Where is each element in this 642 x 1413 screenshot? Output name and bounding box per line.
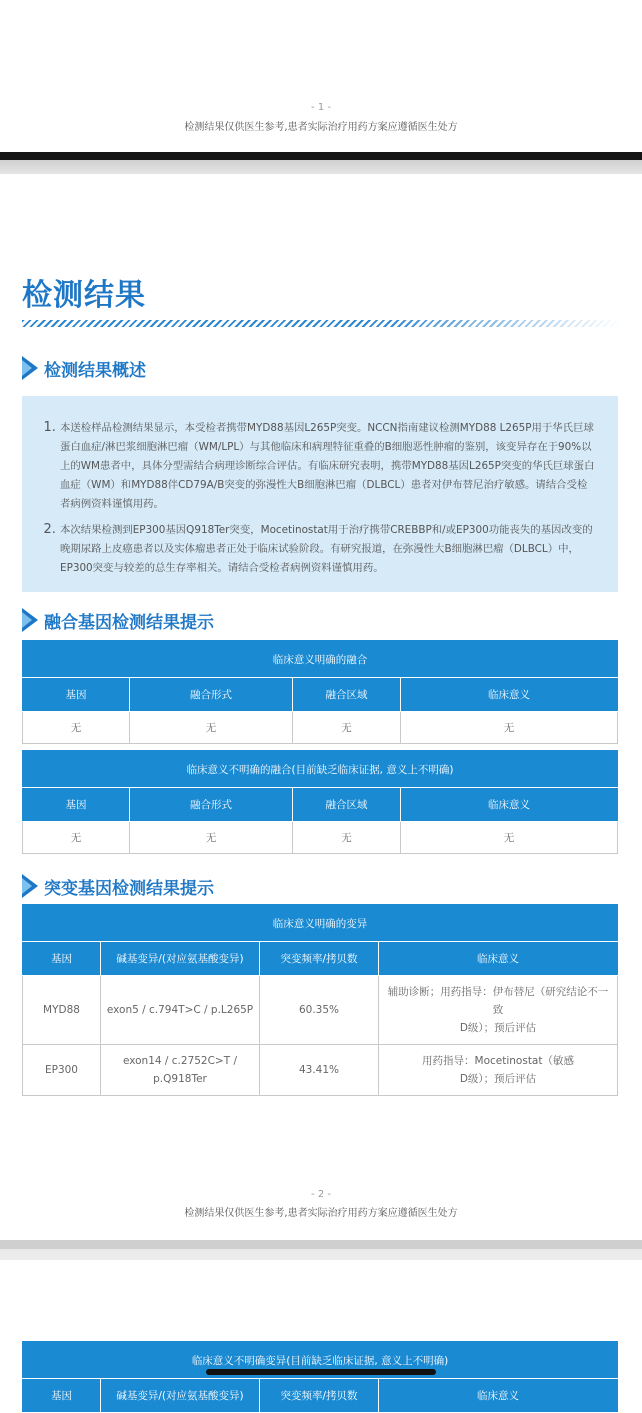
page-number: - 2 - — [311, 1189, 331, 1200]
column-header: 临床意义 — [401, 678, 618, 712]
table-row — [23, 976, 618, 1045]
fusion-table-unclear — [22, 750, 618, 854]
table-caption: 临床意义明确的融合 — [23, 641, 618, 678]
column-header: 基因 — [23, 788, 130, 822]
column-header: 临床意义 — [379, 942, 618, 976]
significance-line: D级）；预后评估 — [459, 1022, 537, 1034]
column-header: 临床意义 — [401, 788, 618, 822]
table-cell: 无 — [293, 712, 401, 744]
section-header-fusion — [22, 607, 214, 633]
summary-item: 2. 本次结果检测到EP300基因Q918Ter突变，Mocetinostat用于治疗携带CREBBP和/或EP300功能丧失的基因改变的晚期尿路上皮癌患者以及实体瘤患者正处于临床试验阶段。有研究报道，在弥漫性大B细胞淋巴瘤（DLBCL）中，EP300突变与较差的总生存率相关。请结合受检者病例资料谨慎用药。 — [60, 520, 596, 578]
significance-line: 用药指导：Mocetinostat（敏感 — [422, 1055, 574, 1067]
table-cell: 无 — [130, 712, 293, 744]
frequency-cell: 43.41% — [260, 1045, 379, 1096]
home-indicator[interactable] — [206, 1369, 436, 1375]
significance-line: 辅助诊断；用药指导：伊布替尼（研究结论不一致 — [387, 986, 609, 1016]
column-header: 突变频率/拷贝数 — [260, 1379, 379, 1413]
table-caption: 临床意义明确的变异 — [23, 905, 618, 942]
table-cell: 无 — [401, 712, 618, 744]
page-title: 检测结果 — [22, 278, 146, 313]
section-header-summary — [22, 355, 146, 381]
column-header: 突变频率/拷贝数 — [260, 942, 379, 976]
fusion-table-clear — [22, 640, 618, 744]
title-underline-decoration — [22, 320, 622, 327]
section-arrow-icon — [22, 356, 38, 380]
table-row — [23, 822, 618, 854]
column-header: 基因 — [23, 942, 101, 976]
summary-box — [22, 396, 618, 592]
section-arrow-icon — [22, 608, 38, 632]
gene-cell: EP300 — [23, 1045, 101, 1096]
table-row — [23, 712, 618, 744]
significance-cell — [379, 1045, 618, 1096]
significance-cell — [379, 976, 618, 1045]
table-cell: 无 — [130, 822, 293, 854]
table-caption: 临床意义不明确的融合(目前缺乏临床证据, 意义上不明确) — [23, 751, 618, 788]
column-header: 基因 — [23, 1379, 101, 1413]
section-title: 检测结果概述 — [44, 360, 146, 381]
section-header-mutation — [22, 873, 214, 899]
summary-item: 1. 本送检样品检测结果显示，本受检者携带MYD88基因L265P突变。NCCN指南建议检测MYD88 L265P用于华氏巨球蛋白血症/淋巴浆细胞淋巴瘤（WM/LPL）与其他临床和病理特征重叠的B细胞恶性肿瘤的鉴别，该变异存在于90%以上的WM患者中，具体分型需结合病理诊断综合评估。有临床研究表明，携带MYD88基因L265P突变的华氏巨球蛋白血症（WM）和MYD88伴CD79A/B突变的弥漫性大B细胞淋巴瘤（DLBCL）患者对伊布替尼治疗敏感。请结合受检者病例资料谨慎用药。 — [60, 418, 596, 514]
page-separator — [0, 152, 642, 160]
table-cell: 无 — [293, 822, 401, 854]
section-title: 融合基因检测结果提示 — [44, 612, 214, 633]
section-arrow-icon — [22, 874, 38, 898]
frequency-cell: 60.35% — [260, 976, 379, 1045]
column-header: 碱基变异/(对应氨基酸变异) — [101, 942, 260, 976]
variant-cell: exon5 / c.794T>C / p.L265P — [101, 976, 260, 1045]
table-cell: 无 — [401, 822, 618, 854]
page-separator — [0, 1240, 642, 1260]
column-header: 融合形式 — [130, 678, 293, 712]
mutation-table-unclear — [22, 1341, 618, 1413]
column-header: 融合区域 — [293, 788, 401, 822]
footer-disclaimer: 检测结果仅供医生参考,患者实际治疗用药方案应遵循医生处方 — [184, 1208, 458, 1219]
variant-line: p.Q918Ter — [153, 1073, 207, 1085]
footer-disclaimer: 检测结果仅供医生参考,患者实际治疗用药方案应遵循医生处方 — [184, 122, 458, 133]
column-header: 基因 — [23, 678, 130, 712]
column-header: 融合形式 — [130, 788, 293, 822]
summary-list — [22, 396, 618, 578]
table-caption: 临床意义不明确变异(目前缺乏临床证据, 意义上不明确) — [23, 1342, 618, 1379]
significance-line: D级）；预后评估 — [459, 1073, 537, 1085]
column-header: 碱基变异/(对应氨基酸变异) — [101, 1379, 260, 1413]
page-number: - 1 - — [311, 102, 331, 113]
variant-line: exon14 / c.2752C>T / — [122, 1055, 238, 1067]
variant-cell — [101, 1045, 260, 1096]
table-cell: 无 — [23, 822, 130, 854]
section-title: 突变基因检测结果提示 — [44, 878, 214, 899]
gene-cell: MYD88 — [23, 976, 101, 1045]
mutation-table-clear — [22, 904, 618, 1096]
table-cell: 无 — [23, 712, 130, 744]
column-header: 临床意义 — [379, 1379, 618, 1413]
table-row — [23, 1045, 618, 1096]
page-separator-shadow — [0, 160, 642, 174]
column-header: 融合区域 — [293, 678, 401, 712]
